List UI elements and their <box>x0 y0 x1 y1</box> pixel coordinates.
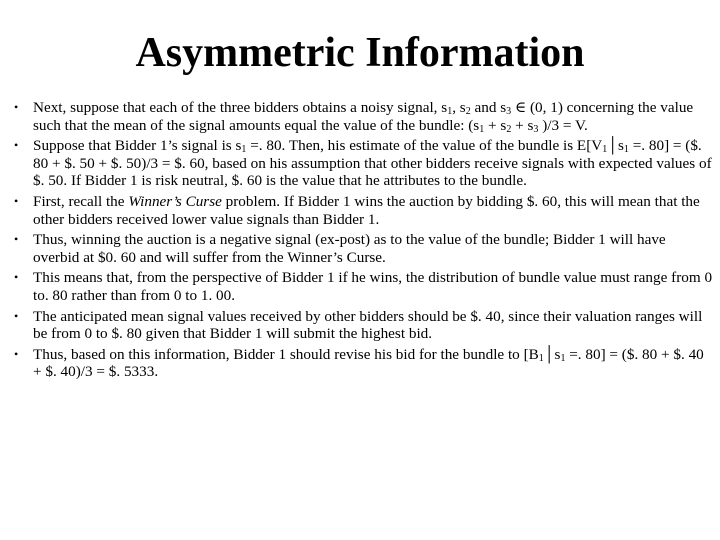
subscript: 1 <box>538 352 544 364</box>
subscript: 2 <box>506 123 512 135</box>
bullet-item <box>14 137 714 190</box>
bullet-item <box>14 269 714 304</box>
bullet-text: , s <box>452 99 466 116</box>
subscript: 1 <box>447 106 453 117</box>
slide-title: Asymmetric Information <box>135 30 585 76</box>
bullet-text: problem. If Bidder 1 wins the auction by bidding $. 60, this will mean that the other bidders received lower value signals than Bidder 1. <box>33 192 700 228</box>
bullet-text: Next, suppose that each of the three bidders obtains a noisy signal, s <box>33 99 448 116</box>
subscript: 1 <box>560 352 566 364</box>
bullet-text: =. 80] = ($. 80 + $. 40 + $. 40)/3 = $. 5333. <box>33 345 704 381</box>
bullet-text: Thus, based on this information, Bidder 1 should revise his bid for the bundle to [B <box>33 345 539 363</box>
bullet-list <box>14 99 714 384</box>
bullet-text: This means that, from the perspective of Bidder 1 if he wins, the distribution of bundle value must range from 0 to. 80 rather than from 0 to 1. 00. <box>33 269 713 304</box>
bullet-text: =. 80. Then, his estimate of the value of the bundle is E[V <box>246 137 603 155</box>
bullet-item <box>14 231 714 266</box>
bullet-text: =. 80] = ($. 80 + $. 50 + $. 50)/3 = $. 60, based on his assumption that other bidders receive signals with expected values of $. 50. If Bidder 1 is risk neutral, $. 60 is the value that he attributes to the bundle. <box>33 137 712 190</box>
bullet-text: ∈ (0, 1) concerning the value such that the mean of the signal amounts equal the value of the bundle: (s <box>33 99 694 134</box>
bullet-dot-icon: • <box>14 270 19 285</box>
bullet-text: Suppose that Bidder 1’s signal is s <box>33 137 242 155</box>
bullet-dot-icon: • <box>14 138 19 153</box>
subscript: 3 <box>506 106 512 117</box>
bullet-text: │s <box>607 137 624 155</box>
bullet-text: )/3 = V. <box>538 116 588 134</box>
subscript: 1 <box>602 144 608 156</box>
bullet-item <box>14 193 714 228</box>
emphasis-text: Winner’s Curse <box>128 192 222 210</box>
bullet-item <box>14 99 714 134</box>
subscript: 3 <box>533 123 539 135</box>
bullet-dot-icon: • <box>14 308 19 323</box>
bullet-item <box>14 346 714 381</box>
bullet-text: and s <box>470 99 507 116</box>
bullet-item <box>14 308 714 343</box>
subscript: 1 <box>479 123 485 135</box>
bullet-dot-icon: • <box>14 232 19 247</box>
bullet-text: Thus, winning the auction is a negative signal (ex-post) as to the value of the bundle; Bidder 1 will have overbid at $0. 60 and will suffer from the Winner’s Curse. <box>33 231 666 266</box>
bullet-dot-icon: • <box>14 100 19 114</box>
bullet-text: │s <box>543 345 561 363</box>
bullet-text: + s <box>511 116 534 134</box>
subscript: 2 <box>465 106 471 117</box>
subscript: 1 <box>623 144 629 156</box>
subscript: 1 <box>241 144 247 156</box>
bullet-dot-icon: • <box>14 193 19 208</box>
bullet-text: First, recall the <box>33 192 129 210</box>
bullet-text: The anticipated mean signal values received by other bidders should be $. 40, since their valuation ranges will be from 0 to $. 80 given that Bidder 1 will submit the highest bid. <box>33 307 703 343</box>
bullet-dot-icon: • <box>14 346 19 361</box>
bullet-text: + s <box>484 116 507 134</box>
